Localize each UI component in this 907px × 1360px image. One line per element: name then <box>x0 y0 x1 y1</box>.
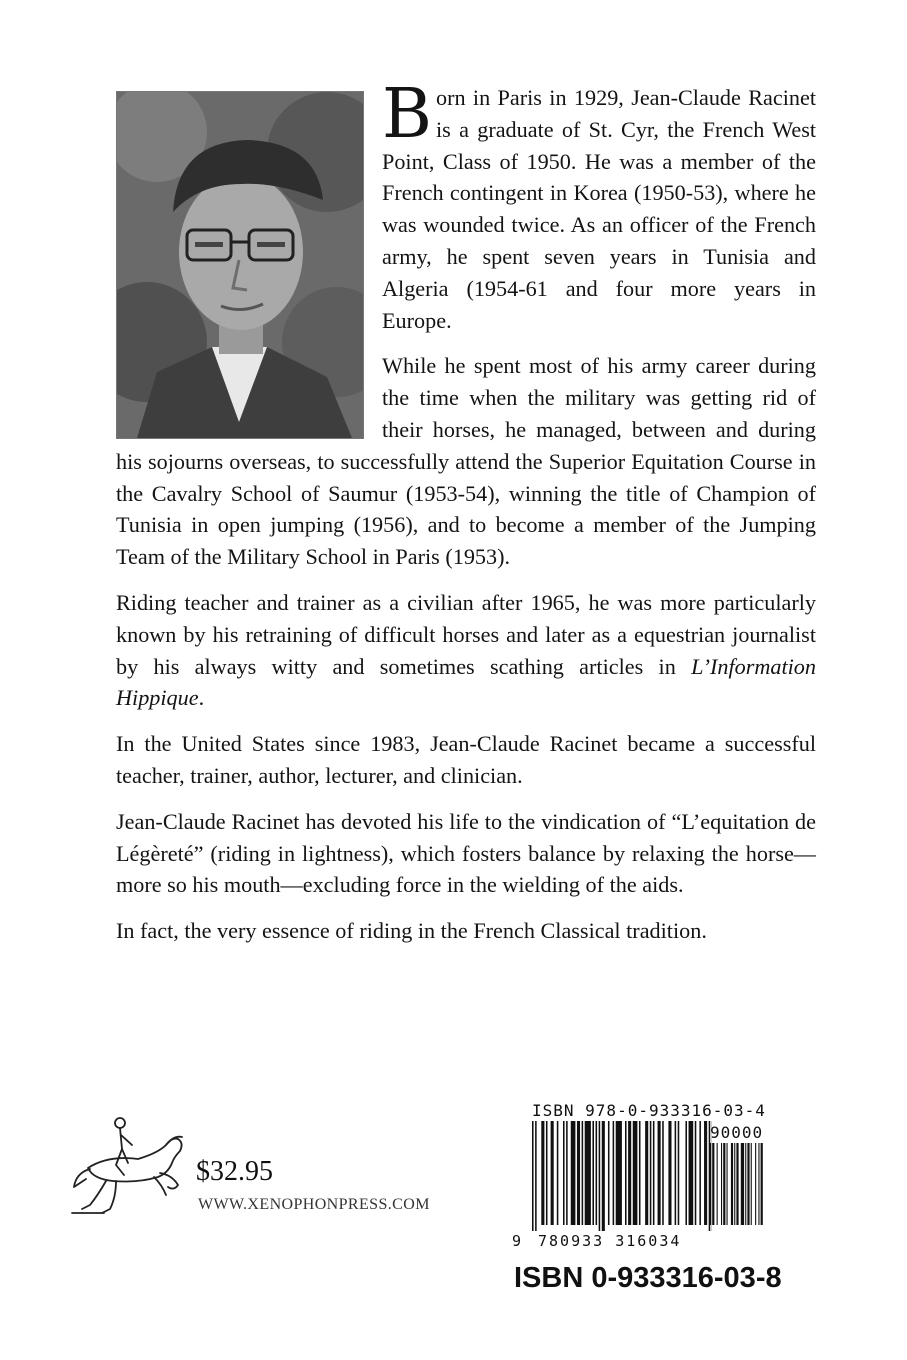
barcode-bar <box>639 1121 641 1225</box>
barcode-bar <box>541 1121 544 1225</box>
barcode-bar <box>645 1121 648 1225</box>
price: $32.95 <box>196 1156 273 1187</box>
barcode-bar <box>658 1121 661 1225</box>
barcode-bar <box>628 1121 631 1225</box>
barcode-bar <box>557 1121 559 1225</box>
barcode-bar <box>721 1143 722 1225</box>
barcode-bar <box>650 1121 652 1225</box>
bio-paragraph-5: Jean-Claude Racinet has devoted his life to the vindication of “L’equitation de Légèreté” (riding in lightness), which fosters balance by relaxing the horse—more so his mouth—excluding force in the wielding of the aids. <box>116 808 816 898</box>
isbn10: ISBN 0-933316-03-8 <box>514 1262 782 1294</box>
bio-paragraph-6: In fact, the very essence of riding in the French Classical tradition. <box>116 918 707 944</box>
author-bio <box>116 75 816 961</box>
barcode-bar <box>685 1121 687 1225</box>
barcode-bar <box>675 1121 677 1225</box>
publisher-url[interactable]: WWW.XENOPHONPRESS.COM <box>198 1196 430 1213</box>
barcode-bar <box>599 1121 601 1231</box>
barcode-bar <box>731 1143 733 1225</box>
barcode-bar <box>616 1121 622 1225</box>
drop-cap: B <box>382 75 432 154</box>
ean-first-digit: 9 <box>512 1232 522 1250</box>
barcode-bar <box>668 1121 671 1225</box>
barcode-bar <box>736 1143 738 1225</box>
barcode-bar <box>704 1121 707 1225</box>
ean-digits: 780933 316034 <box>538 1232 682 1250</box>
barcode-bar <box>758 1143 759 1225</box>
barcode-bar <box>592 1121 594 1225</box>
isbn13-label: ISBN 978-0-933316-03-4 <box>532 1101 766 1120</box>
barcode-bar <box>710 1143 711 1225</box>
barcode-bar <box>577 1121 580 1225</box>
barcode-bar <box>689 1121 694 1225</box>
barcode-bar <box>608 1121 610 1225</box>
barcode-bar <box>741 1143 744 1225</box>
barcode-bar <box>751 1143 752 1225</box>
barcode-bar <box>546 1121 548 1225</box>
barcode-bar <box>755 1143 756 1225</box>
barcode-bar <box>563 1121 565 1225</box>
barcode-bar <box>551 1121 554 1225</box>
barcode-bar <box>653 1121 655 1225</box>
ean-barcode-bars <box>532 1121 712 1231</box>
addon-barcode-bars <box>710 1143 780 1233</box>
barcode-bar <box>532 1121 534 1231</box>
barcode-bar <box>613 1121 615 1225</box>
barcode-bar <box>734 1143 735 1225</box>
barcode-bar <box>745 1143 746 1225</box>
bio-paragraph-3 <box>116 587 816 714</box>
barcode-bar <box>727 1143 728 1225</box>
barcode-bar <box>761 1143 763 1225</box>
barcode <box>512 1101 792 1249</box>
barcode-bar <box>699 1121 701 1225</box>
barcode-bar <box>712 1143 714 1225</box>
barcode-bar <box>602 1121 605 1231</box>
publication-title: L’Information Hippique <box>116 653 816 711</box>
portrait-illustration <box>117 92 363 438</box>
author-portrait <box>116 91 364 439</box>
barcode-bar <box>625 1121 627 1225</box>
barcode-bar <box>585 1121 591 1225</box>
horse-rider-icon <box>68 1113 198 1218</box>
barcode-bar <box>571 1121 576 1225</box>
barcode-bar <box>596 1121 598 1225</box>
bio-paragraph-1-text: orn in Paris in 1929, Jean-Claude Racinet is a graduate of St. Cyr, the French West Point, Class of 1950. He was a member of the French contingent in Korea (1950-53), where he was wounded twice. As an officer of the French army, he spent seven years in Tunisia and Algeria (1954-61 and four more years in Europe. <box>382 85 816 333</box>
barcode-bar <box>582 1121 584 1225</box>
barcode-bar <box>717 1143 718 1225</box>
barcode-bar <box>678 1121 680 1225</box>
barcode-bar <box>723 1143 725 1225</box>
barcode-bar <box>633 1121 638 1225</box>
publisher-block <box>68 1113 508 1221</box>
price-addon-code: 90000 <box>710 1123 764 1142</box>
barcode-bar <box>747 1143 749 1225</box>
barcode-bar <box>566 1121 568 1225</box>
barcode-bar <box>535 1121 537 1231</box>
barcode-bar <box>662 1121 664 1225</box>
barcode-bar <box>695 1121 697 1225</box>
bio-paragraph-3-text: Riding teacher and trainer as a civilian after 1965, he was more particularly known by his retraining of difficult horses and later as a equestrian journalist by his always witty and sometimes scathing articles in <box>116 589 816 679</box>
bio-paragraph-4: In the United States since 1983, Jean-Claude Racinet became a successful teacher, trainer, author, lecturer, and clinician. <box>116 731 816 788</box>
bio-paragraph-2: While he spent most of his army career during the time when the military was getting rid of their horses, he managed, between and during his sojourns overseas, to successfully attend the Superior Equitation Course in the Cavalry School of Saumur (1953-54), winning the title of Champion of Tunisia in open jumping (1956), and to become a member of the Jumping Team of the Military School in Paris (1953). <box>116 353 816 570</box>
bio-paragraph-3-end: . <box>198 685 205 711</box>
